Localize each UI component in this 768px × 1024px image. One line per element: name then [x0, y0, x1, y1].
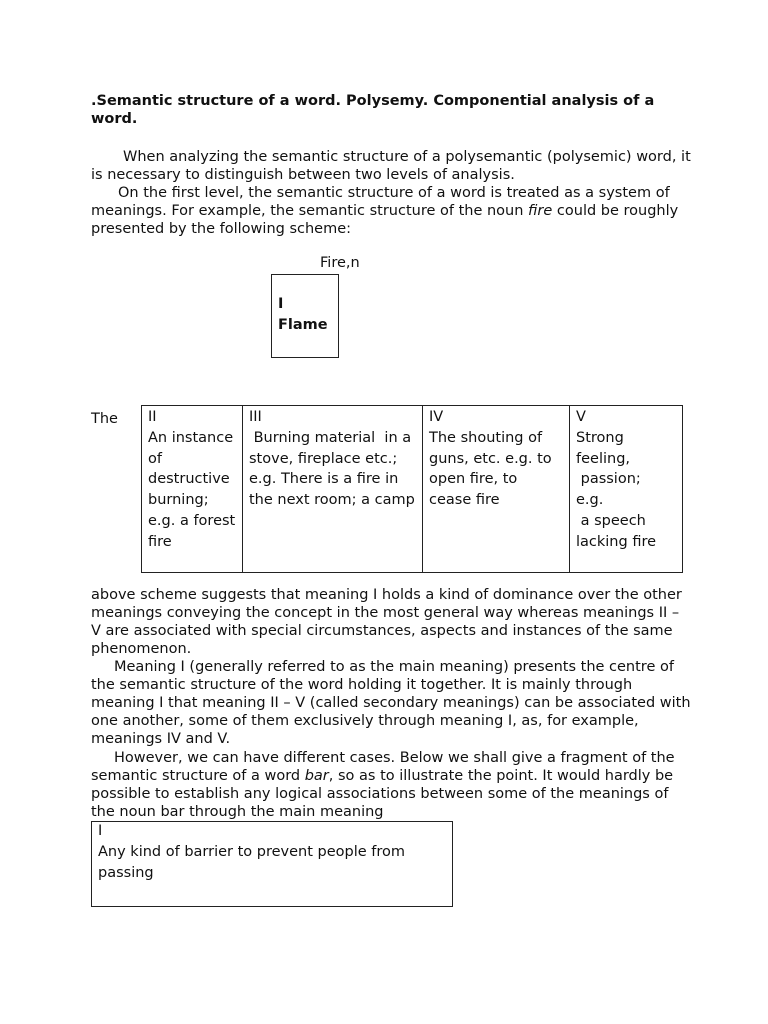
- meaning-number: V: [576, 409, 586, 425]
- meaning-text: Burning material in a stove, fireplace etc.; e.g. There is a fire in the next room; a camp: [249, 429, 416, 509]
- intro-paragraph-2: [91, 184, 691, 238]
- bar-meaning-definition: Any kind of barrier to prevent people from passing: [98, 844, 406, 881]
- main-meaning-number: I: [278, 296, 284, 312]
- meaning-cell-II: [142, 406, 243, 573]
- intro-paragraph-1: [91, 148, 691, 184]
- page-title: .Semantic structure of a word. Polysemy. Componential analysis of a word.: [91, 93, 655, 127]
- meaning-cell-IV: [423, 406, 570, 573]
- intro-text-2a: On the first level, the semantic structure of a word is treated as a system of meanings. For example, the semantic structure of the noun: [91, 185, 670, 219]
- meaning-cell-V: [570, 406, 683, 573]
- meaning-text: An instance of destructive burning; e.g. a forest fire: [148, 429, 236, 550]
- table-row: [142, 406, 683, 573]
- body-paragraph-3: above scheme suggests that meaning I holds a kind of dominance over the other meanings conveying the concept in the most general way whereas meanings II – V are associated with special circumstances, aspects and instances of the same phenomenon.: [91, 587, 682, 657]
- meaning-number: IV: [429, 409, 444, 425]
- meaning-cell-III: [243, 406, 423, 573]
- meaning-number: II: [148, 409, 157, 425]
- intro-text-1: When analyzing the semantic structure of a polysemantic (polysemic) word, it is necessary to distinguish between two levels of analysis.: [91, 149, 691, 183]
- body-text-5a: However, we can have different cases. Below we shall give a fragment of the semantic structure of a word: [91, 750, 675, 784]
- secondary-meanings-table: [141, 405, 683, 573]
- meaning-number: III: [249, 409, 262, 425]
- fire-term: fire: [528, 203, 553, 219]
- main-meaning-box: [271, 274, 339, 358]
- body-paragraph-4: [91, 658, 691, 748]
- meaning-text: Strong feeling, passion; e.g. a speech lacking fire: [576, 429, 657, 550]
- lead-word: The: [91, 411, 118, 427]
- meaning-text: The shouting of guns, etc. e.g. to open fire, to cease fire: [429, 429, 552, 509]
- body-paragraph-5: [91, 749, 691, 821]
- bar-term: bar: [304, 768, 329, 784]
- bar-meaning-box: [91, 821, 453, 907]
- intro-text-2b: could be roughly presented by the following scheme:: [91, 203, 679, 237]
- bar-meaning-number: I: [98, 823, 103, 839]
- main-meaning-word: Flame: [278, 317, 328, 333]
- body-text-5b: , so as to illustrate the point. It would hardly be possible to establish any logical associations between some of the meanings of the noun bar through the main meaning: [91, 768, 674, 820]
- scheme-word-label: Fire,n: [320, 255, 360, 271]
- body-text-4: Meaning I (generally referred to as the main meaning) presents the centre of the semantic structure of the word holding it together. It is mainly through meaning I that meaning II – V (called secondary meanings) can be associated with one another, some of them exclusively through meaning I, as, for example, meanings IV and V.: [91, 659, 691, 747]
